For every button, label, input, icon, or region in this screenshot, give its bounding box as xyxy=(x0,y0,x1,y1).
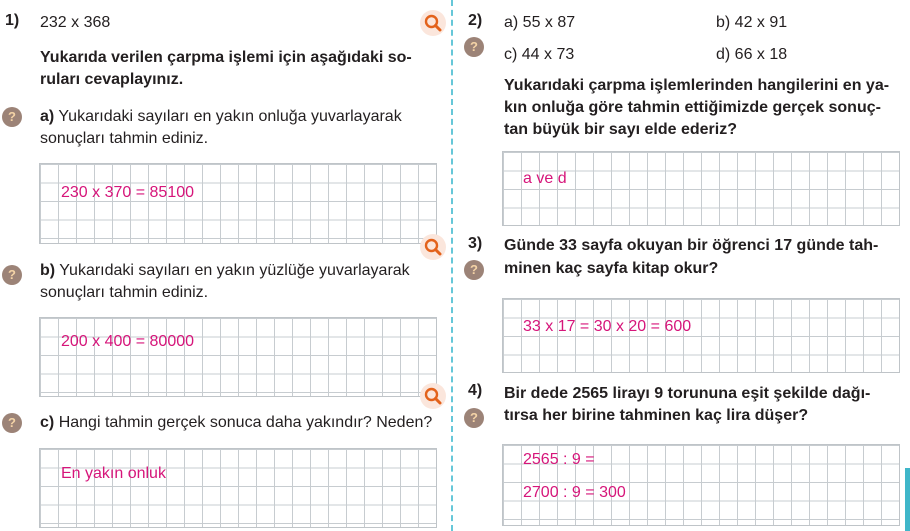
column-divider xyxy=(451,0,453,531)
q2-line1: Yukarıdaki çarpma işlemlerinden hangilerini en ya- xyxy=(504,77,890,94)
q3-answer: 33 x 17 = 30 x 20 = 600 xyxy=(523,318,692,335)
q4-number: 4) xyxy=(468,382,483,399)
q2-number: 2) xyxy=(468,12,483,29)
q1a-line2: sonuçları tahmin ediniz. xyxy=(40,130,209,147)
q4-answer-line1: 2565 : 9 = xyxy=(523,451,595,468)
q2-option-a: a) 55 x 87 xyxy=(504,14,576,31)
q1a-answer: 230 x 370 = 85100 xyxy=(61,184,195,201)
q2-option-b: b) 42 x 91 xyxy=(716,14,788,31)
q1c-line1: Hangi tahmin gerçek sonuca daha yakındır? Neden? xyxy=(58,414,433,431)
q2-line2: kın onluğa göre tahmin ettiğimizde gerçek sonuç- xyxy=(504,99,881,116)
q1-number: 1) xyxy=(5,12,20,29)
q1c-answer-grid xyxy=(39,448,437,528)
q1a-text xyxy=(40,106,402,128)
search-icon[interactable] xyxy=(419,382,447,410)
q4-line1: Bir dede 2565 lirayı 9 torununa eşit şekilde dağı- xyxy=(504,385,871,402)
q1b-label: b) xyxy=(40,262,56,279)
q1b-text xyxy=(40,260,410,282)
q1-instruction-line1: Yukarıda verilen çarpma işlemi için aşağıdaki so- xyxy=(40,49,412,66)
q1a-line1: Yukarıdaki sayıları en yakın onluğa yuvarlayarak xyxy=(58,108,402,125)
q2-answer: a ve d xyxy=(523,170,567,187)
q1b-answer: 200 x 400 = 80000 xyxy=(61,333,195,350)
q1a-answer-grid xyxy=(39,163,437,244)
search-icon[interactable] xyxy=(419,233,447,261)
q2-line3: tan büyük bir sayı elde ederiz? xyxy=(504,121,737,138)
q1b-line2: sonuçları tahmin ediniz. xyxy=(40,284,209,301)
q4-line2: tırsa her birine tahminen kaç lira düşer? xyxy=(504,407,809,424)
q2-answer-grid xyxy=(502,151,900,226)
q1b-answer-grid xyxy=(39,317,437,397)
q2-option-d: d) 66 x 18 xyxy=(716,46,788,63)
question-icon[interactable]: ? xyxy=(464,260,484,280)
q3-number: 3) xyxy=(468,235,483,252)
question-icon[interactable]: ? xyxy=(464,37,484,57)
search-icon[interactable] xyxy=(419,9,447,37)
q1c-label: c) xyxy=(40,414,55,431)
question-icon[interactable]: ? xyxy=(2,107,22,127)
q1b-line1: Yukarıdaki sayıları en yakın yüzlüğe yuvarlayarak xyxy=(59,262,410,279)
q3-line2: minen kaç sayfa kitap okur? xyxy=(504,260,719,277)
question-icon[interactable]: ? xyxy=(2,265,22,285)
q1a-label: a) xyxy=(40,108,55,125)
q1-instruction-line2: ruları cevaplayınız. xyxy=(40,71,184,88)
question-icon[interactable]: ? xyxy=(2,413,22,433)
q2-option-c: c) 44 x 73 xyxy=(504,46,575,63)
q4-answer-line2: 2700 : 9 = 300 xyxy=(523,484,626,501)
q1c-text xyxy=(40,412,432,434)
question-icon[interactable]: ? xyxy=(464,408,484,428)
q1c-answer: En yakın onluk xyxy=(61,465,166,482)
q3-line1: Günde 33 sayfa okuyan bir öğrenci 17 günde tah- xyxy=(504,237,879,254)
q1-problem: 232 x 368 xyxy=(40,14,111,31)
page-edge-bar xyxy=(905,468,910,531)
